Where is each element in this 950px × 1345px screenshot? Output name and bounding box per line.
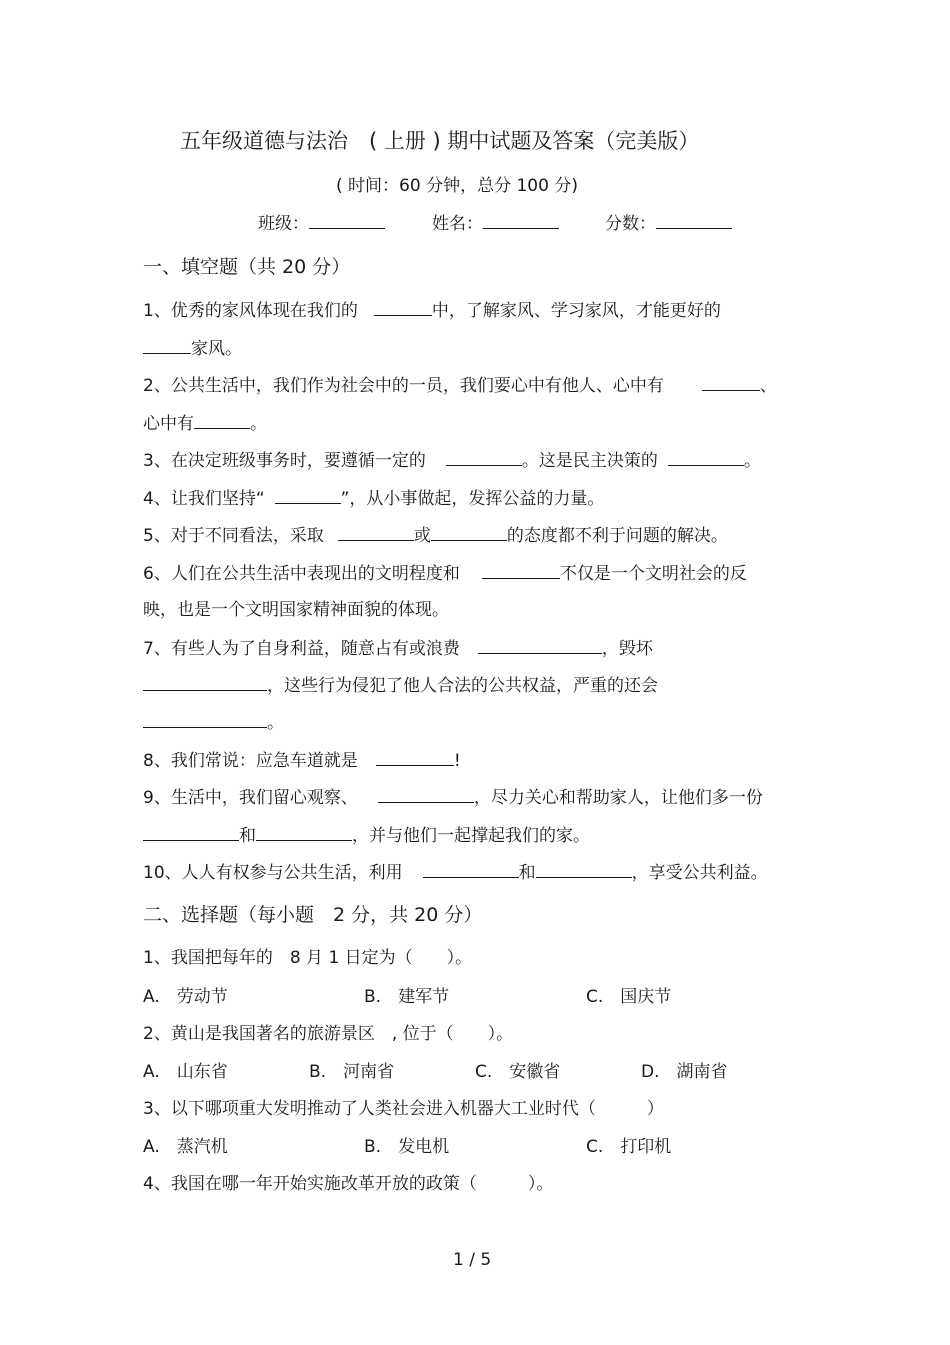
text: 8、我们常说：应急车道就是 (143, 751, 358, 771)
text: 7、有些人为了自身利益，随意占有或浪费 (143, 639, 460, 659)
answer-blank (702, 375, 760, 391)
answer-blank (423, 862, 519, 878)
text: 心中有 (143, 414, 194, 434)
text: ，享受公共利益。 (631, 863, 768, 883)
fill-q2-line2 (143, 413, 267, 434)
name-blank (483, 213, 559, 229)
fill-q6-line2: 映，也是一个文明国家精神面貌的体现。 (143, 600, 449, 620)
score-blank (656, 213, 732, 229)
answer-blank (338, 525, 414, 541)
choice-q2-option-b: B. 河南省 (309, 1062, 395, 1082)
choice-q3-option-b: B. 发电机 (364, 1137, 450, 1157)
answer-blank (478, 638, 602, 654)
choice-q3-option-c: C. 打印机 (586, 1137, 672, 1157)
answer-blank (376, 750, 454, 766)
text: 3、在决定班级事务时，要遵循一定的 (143, 451, 426, 471)
choice-q2-option-c: C. 安徽省 (475, 1062, 561, 1082)
choice-q1-option-b: B. 建军节 (364, 987, 450, 1007)
section-2-heading: 二、选择题（每小题 2 分，共 20 分） (143, 904, 483, 926)
answer-blank (374, 300, 432, 316)
name-label: 姓名： (432, 214, 483, 234)
answer-blank (143, 825, 239, 841)
text: 和 (518, 863, 536, 883)
page-title: 五年级道德与法治 ( 上册 ) 期中试题及答案（完美版） (180, 129, 700, 153)
choice-q1-stem: 1、我国把每年的 8 月 1 日定为（ ）。 (143, 948, 473, 968)
answer-blank (378, 787, 474, 803)
choice-q4-stem: 4、我国在哪一年开始实施改革开放的政策（ ）。 (143, 1174, 554, 1194)
section-1-heading: 一、填空题（共 20 分） (143, 256, 351, 278)
text: 或 (413, 526, 431, 546)
fill-q3 (143, 450, 761, 471)
class-label: 班级： (258, 214, 309, 234)
answer-blank (143, 338, 191, 354)
choice-q2-option-a: A. 山东省 (143, 1062, 228, 1082)
text: 的态度都不利于问题的解决。 (506, 526, 728, 546)
choice-q1-option-a: A. 劳动节 (143, 987, 228, 1007)
answer-blank (482, 563, 560, 579)
fill-q1-line2 (143, 338, 242, 359)
choice-q3-stem: 3、以下哪项重大发明推动了人类社会进入机器大工业时代（ ） (143, 1099, 664, 1119)
fill-q9-line2 (143, 825, 590, 846)
answer-blank (275, 488, 341, 504)
text: 9、生活中，我们留心观察、 (143, 788, 358, 808)
text: ，这些行为侵犯了他人合法的公共权益，严重的还会 (267, 676, 658, 696)
text: 。 (250, 414, 267, 434)
text: ，毁坏 (601, 639, 653, 659)
fill-q5 (143, 525, 728, 546)
fill-q7-line3 (143, 712, 284, 733)
text: 。 (743, 451, 761, 471)
answer-blank (143, 712, 267, 728)
fill-q7-line2 (143, 675, 658, 696)
class-blank (309, 213, 385, 229)
name-field (432, 213, 559, 234)
fill-q7-line1 (143, 638, 653, 659)
score-field (605, 213, 732, 234)
fill-q9-line1 (143, 787, 763, 808)
choice-q2-option-d: D. 湖南省 (641, 1062, 728, 1082)
fill-q10 (143, 862, 768, 883)
answer-blank (536, 862, 632, 878)
fill-q1-line1 (143, 300, 721, 321)
text: ! (453, 751, 461, 771)
text: 。这是民主决策的 (521, 451, 658, 471)
answer-blank (668, 450, 744, 466)
answer-blank (194, 413, 250, 429)
text: ”，从小事做起，发挥公益的力量。 (340, 489, 605, 509)
text: 5、对于不同看法，采取 (143, 526, 324, 546)
text: 。 (267, 713, 284, 733)
choice-q3-option-a: A. 蒸汽机 (143, 1137, 228, 1157)
text: 家风。 (191, 339, 242, 359)
fill-q2-line1 (143, 375, 777, 396)
text: 4、让我们坚持“ (143, 489, 265, 509)
answer-blank (431, 525, 507, 541)
text: 1、优秀的家风体现在我们的 (143, 301, 358, 321)
answer-blank (143, 675, 267, 691)
text: 不仅是一个文明社会的反 (559, 564, 747, 584)
class-field (258, 213, 385, 234)
text: 和 (239, 826, 256, 846)
text: 6、人们在公共生活中表现出的文明程度和 (143, 564, 460, 584)
text: 10、人人有权参与公共生活，利用 (143, 863, 403, 883)
fill-q8 (143, 750, 461, 771)
score-label: 分数： (605, 214, 656, 234)
choice-q2-stem: 2、黄山是我国著名的旅游景区 , 位于（ ）。 (143, 1024, 514, 1044)
fill-q4 (143, 488, 604, 509)
text: 、 (759, 376, 777, 396)
exam-info: ( 时间：60 分钟，总分 100 分) (336, 176, 578, 196)
page-number: 1 / 5 (453, 1250, 492, 1270)
text: ，尽力关心和帮助家人，让他们多一份 (473, 788, 763, 808)
text: 中，了解家风、学习家风，才能更好的 (431, 301, 721, 321)
choice-q1-option-c: C. 国庆节 (586, 987, 672, 1007)
fill-q6-line1 (143, 563, 747, 584)
text: 2、公共生活中，我们作为社会中的一员，我们要心中有他人、心中有 (143, 376, 664, 396)
answer-blank (256, 825, 352, 841)
answer-blank (446, 450, 522, 466)
text: ，并与他们一起撑起我们的家。 (352, 826, 590, 846)
